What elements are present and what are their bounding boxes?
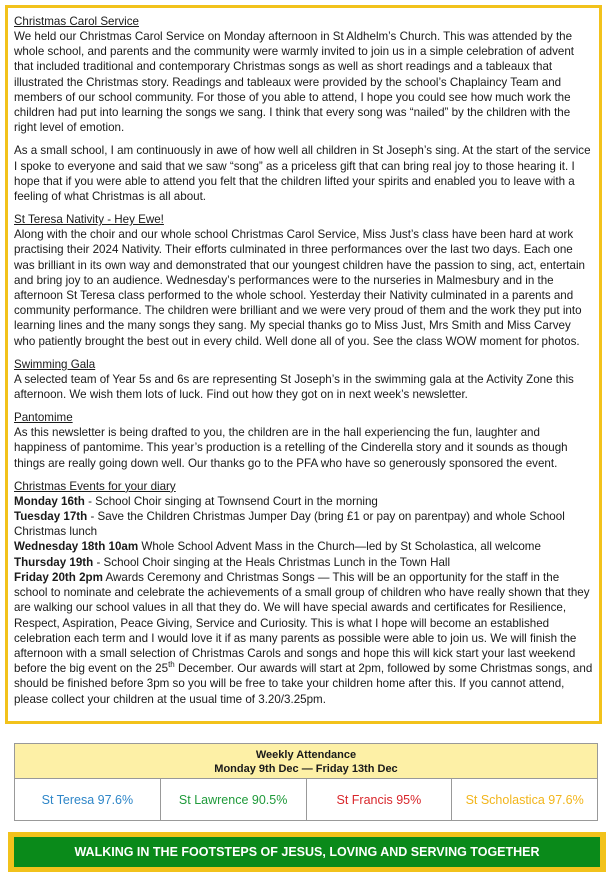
event-wednesday [14, 539, 593, 554]
carol-service-heading: Christmas Carol Service [14, 15, 139, 28]
events-heading: Christmas Events for your diary [14, 479, 176, 493]
event-tuesday-date: Tuesday 17th [14, 510, 88, 524]
attendance-st-francis: St Francis 95% [307, 779, 453, 820]
attendance-st-lawrence: St Lawrence 90.5% [161, 779, 307, 820]
event-wednesday-text: Whole School Advent Mass in the Church—led by St Scholastica, all welcome [138, 540, 541, 554]
event-friday-ordinal: th [168, 660, 175, 670]
nativity-paragraph: Along with the choir and our whole school Christmas Carol Service, Miss Just’s class have been hard at work practising their 2024 Nativity. Their efforts culminated in three performances over the last two days. Each one was brilliant in its own way and demonstrated that our youngest children have the passion to sing, act, entertain and bring joy to an audience. Wednesday’s performances were to the nurseries in Malmesbury and in the afternoon St Teresa class performed to the whole school. Yesterday their Nativity culminated in a parents and community performance. The children were brilliant and we were very proud of them and the work they put into learning lines and the many songs they sang. My special thanks go to Miss Just, Mrs Smith and Miss Carvey who patiently brought the best out in every child. Well done all of you. See the class WOW moment for photos. [14, 228, 585, 348]
motto-text: WALKING IN THE FOOTSTEPS OF JESUS, LOVING AND SERVING TOGETHER [14, 837, 600, 867]
event-friday-text-2: December. Our awards will start at 2pm, followed by some Christmas songs, and should be finished before 3pm so you will be free to take your children home after this. If you cannot attend, please collect your children at the usual time of 3.20/3.25pm. [14, 662, 593, 706]
event-tuesday [14, 509, 593, 539]
attendance-header [15, 744, 597, 779]
carol-service-paragraph-1: We held our Christmas Carol Service on Monday afternoon in St Aldhelm’s Church. This was attended by the whole school, and parents and the community were warmly invited to join us in a simple celebration of advent that included traditional and contemporary Christmas songs as well as short readings and a tableaux that illustrated the Christmas story. Readings and tableaux were provided by the school’s Chaplaincy Team and members of our school community. For those of you able to attend, I hope you could see how much work the children had put into learning the songs we sang. I think that every song was “nailed” by the children with the right level of emotion. [14, 30, 575, 135]
motto-banner [8, 832, 606, 872]
carol-service-paragraph-2: As a small school, I am continuously in awe of how well all children in St Joseph’s sing. At the start of the service I spoke to everyone and said that we saw “song” as a priceless gift that can bring real joy to those hearing it. I hope that if you were able to attend you felt that the children lifted your spirits and enabled you to leave with a feeling of what Christmas is all about. [14, 144, 591, 204]
event-monday-text: - School Choir singing at Townsend Court in the morning [84, 494, 378, 508]
pantomime-paragraph: As this newsletter is being drafted to you, the children are in the hall experiencing the fun, laughter and happiness of pantomime. This year’s production is a retelling of the Cinderella story and it sounds as though things are really going down well. Our thanks go to the PFA who have so generously sponsored the event. [14, 426, 568, 470]
swimming-paragraph: A selected team of Year 5s and 6s are representing St Joseph’s in the swimming gala at the Activity Zone this afternoon. We wish them lots of luck. Find out how they got on in next week’s newsletter. [14, 372, 574, 402]
attendance-st-teresa: St Teresa 97.6% [15, 779, 161, 820]
weekly-attendance-table [14, 743, 598, 821]
event-tuesday-text: - Save the Children Christmas Jumper Day (bring £1 or pay on parentpay) and whole School Christmas lunch [14, 510, 565, 539]
swimming-heading: Swimming Gala [14, 357, 96, 371]
attendance-dates: Monday 9th Dec — Friday 13th Dec [214, 763, 398, 775]
attendance-st-scholastica: St Scholastica 97.6% [465, 792, 584, 807]
event-friday-date: Friday 20th 2pm [14, 570, 103, 584]
attendance-title: Weekly Attendance [255, 749, 357, 761]
event-monday-date: Monday 16th [14, 494, 85, 508]
attendance-row [15, 779, 597, 820]
event-thursday-text: - School Choir singing at the Heals Christmas Lunch in the Town Hall [93, 555, 451, 569]
pantomime-heading: Pantomime [14, 411, 73, 425]
event-monday [14, 494, 593, 509]
event-thursday-date: Thursday 19th [14, 555, 94, 569]
nativity-heading: St Teresa Nativity - Hey Ewe! [14, 213, 164, 227]
event-wednesday-date: Wednesday 18th 10am [14, 540, 139, 554]
newsletter-body [5, 5, 602, 724]
event-friday-text: Awards Ceremony and Christmas Songs — This will be an opportunity for the staff in the school to nominate and celebrate the achievements of a small group of children who have really shown that they are walking our school values in all that they do. We will have special awards and certificates for Resilience, Respect, Aspiration, Peace Giving, Service and Curiosity. This is what I hope will become an established celebration each term and I would love it if as many parents as possible were able to join us. We will finish the afternoon with a small selection of Christmas Carols and songs and hope this will kick start your last weekend before the big event on the 25 [14, 570, 590, 676]
event-thursday [14, 555, 593, 570]
event-friday [14, 570, 593, 707]
